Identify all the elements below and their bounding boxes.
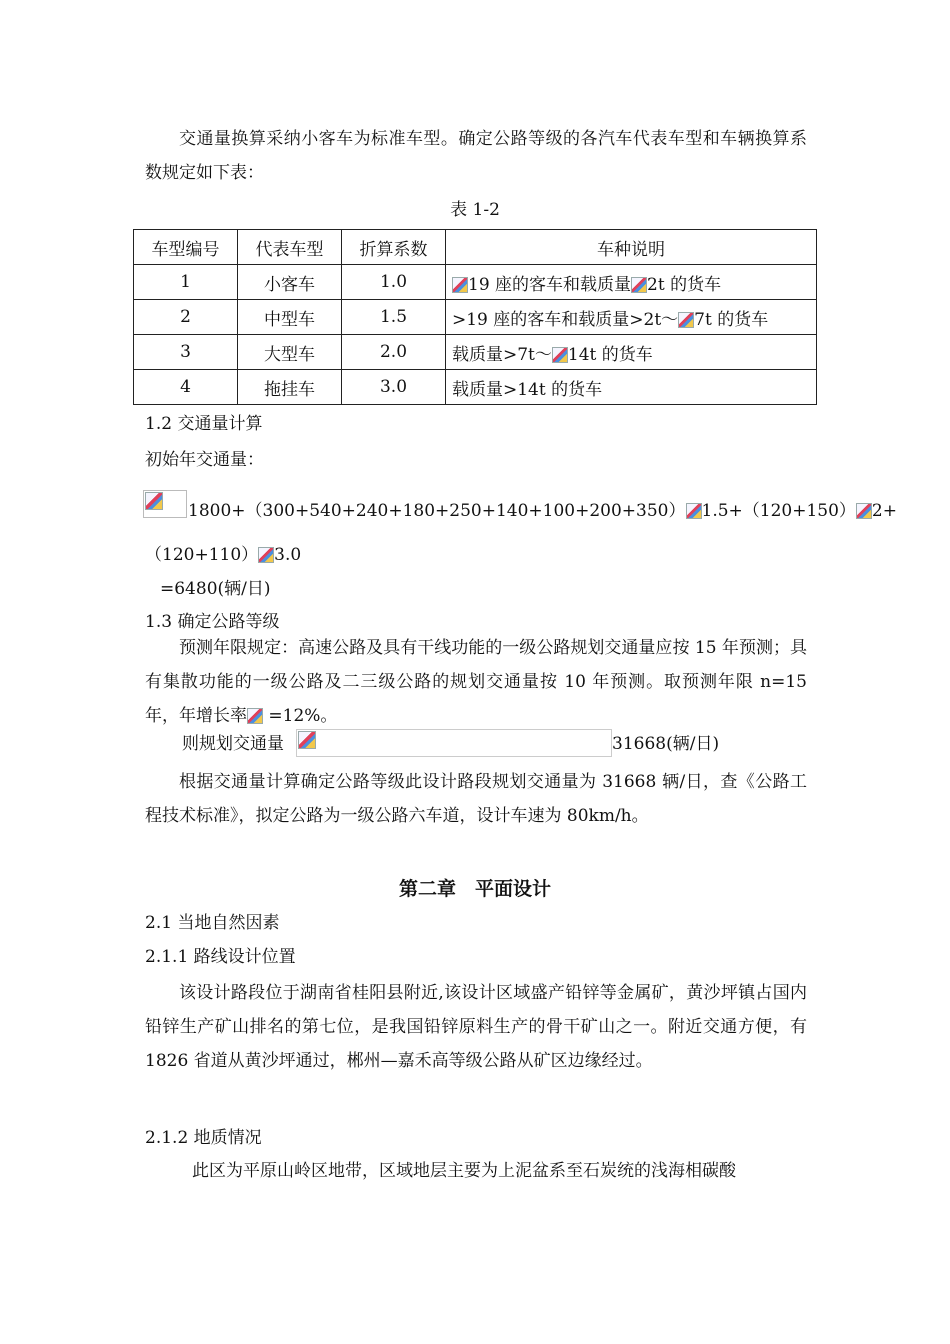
broken-image-icon [856,503,872,519]
section-heading-1-3: 1.3 确定公路等级 [145,612,280,632]
planned-volume-formula [296,729,612,757]
cell-no: 4 [134,370,238,405]
section-heading-2-1: 2.1 当地自然因素 [145,913,280,933]
cell-type: 大型车 [238,335,342,370]
table-row [134,265,817,300]
cell-type: 中型车 [238,300,342,335]
broken-image-icon [298,731,316,749]
cell-desc: 载质量>7t～ 14t 的货车 [446,335,817,370]
header-no: 车型编号 [134,230,238,265]
table-caption: 表 1-2 [450,200,500,220]
forecast-paragraph: 预测年限规定：高速公路及具有干线功能的一级公路规划交通量应按 15 年预测；具有集散功能的一级公路及二三级公路的规划交通量按 10 年预测。取预测年限 n=15 年，年增长率 =12%。 [145,638,807,726]
cell-type: 拖挂车 [238,370,342,405]
formula-result: =6480(辆/日) [160,579,271,599]
intro-paragraph: 交通量换算采纳小客车为标准车型。确定公路等级的各汽车代表车型和车辆换算系数规定如下表： [145,129,807,183]
section-heading-1-2: 1.2 交通量计算 [145,414,263,434]
planned-volume-label: 则规划交通量 [182,734,284,754]
cell-desc: 载质量>14t 的货车 [446,370,817,405]
cell-factor: 2.0 [342,335,446,370]
planned-volume-value: 31668(辆/日) [612,734,720,754]
geology-paragraph: 此区为平原山岭区地带，区域地层主要为上泥盆系至石炭统的浅海相碳酸 [192,1161,736,1181]
cell-desc: >19 座的客车和载质量>2t～ 7t 的货车 [446,300,817,335]
broken-image-icon [552,347,568,363]
chapter-title: 第二章 平面设计 [398,878,551,900]
broken-image-icon [631,277,647,293]
broken-image-icon [145,492,163,510]
formula-line-1: 1800+（300+540+240+180+250+140+100+200+350） 1.5+（120+150） 2+ [188,501,897,521]
cell-no: 2 [134,300,238,335]
cell-factor: 1.5 [342,300,446,335]
formula-line-2: （120+110） 3.0 [145,545,302,565]
broken-image-icon [247,708,263,724]
broken-image-icon [452,277,468,293]
location-paragraph: 该设计路段位于湖南省桂阳县附近,该设计区域盛产铅锌等金属矿，黄沙坪镇占国内铅锌生产矿山排名的第七位，是我国铅锌原料生产的骨干矿山之一。附近交通方便，有 1826 省道从黄沙坪通过，郴州—嘉禾高等级公路从矿区边缘经过。 [145,983,807,1071]
cell-desc: 19 座的客车和载质量 2t 的货车 [446,265,817,300]
broken-image-icon [686,503,702,519]
section-heading-2-1-2: 2.1.2 地质情况 [145,1128,262,1148]
broken-image-icon [258,547,274,563]
table-header-row [134,230,817,265]
table-row [134,370,817,405]
cell-type: 小客车 [238,265,342,300]
cell-no: 3 [134,335,238,370]
table-row [134,335,817,370]
cell-factor: 3.0 [342,370,446,405]
vehicle-table [133,229,817,405]
header-type: 代表车型 [238,230,342,265]
formula-image [143,490,187,518]
header-factor: 折算系数 [342,230,446,265]
table-row [134,300,817,335]
cell-factor: 1.0 [342,265,446,300]
grade-paragraph: 根据交通量计算确定公路等级此设计路段规划交通量为 31668 辆/日，查《公路工程技术标准》，拟定公路为一级公路六车道，设计车速为 80km/h。 [145,772,807,826]
header-desc: 车种说明 [446,230,817,265]
broken-image-icon [678,312,694,328]
cell-no: 1 [134,265,238,300]
initial-volume-label: 初始年交通量： [145,450,264,470]
section-heading-2-1-1: 2.1.1 路线设计位置 [145,947,296,967]
